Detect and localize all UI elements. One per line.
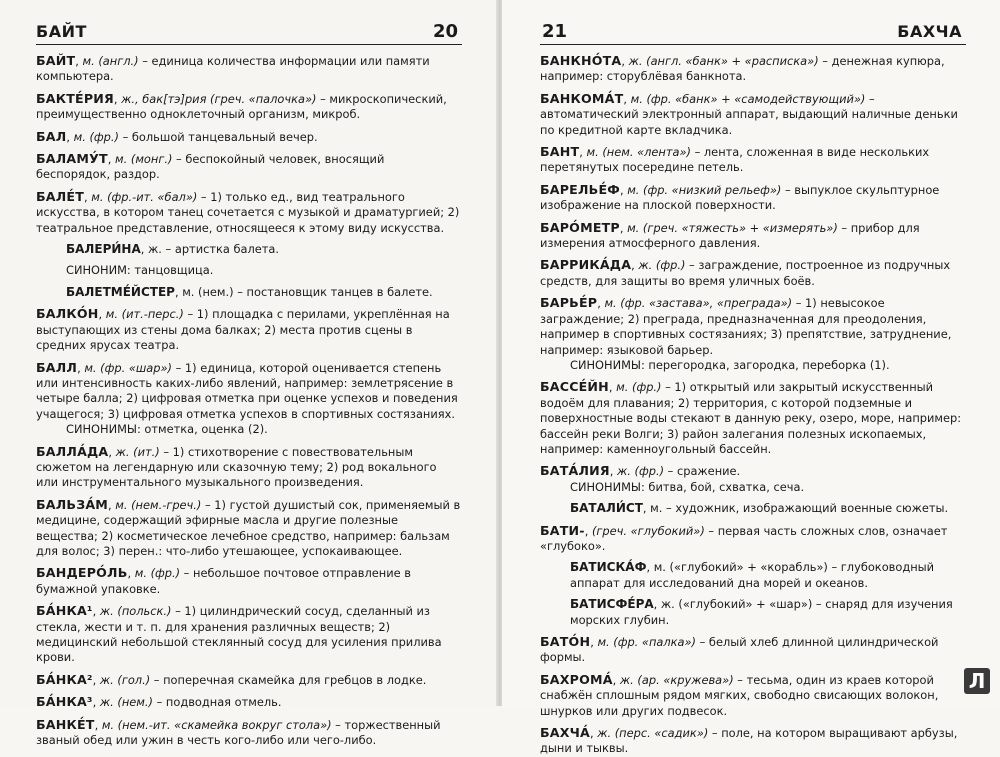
definition: – торжественный званый обед или ужин в честь кого-либо или чего-либо. (36, 717, 441, 748)
dictionary-entry (36, 263, 462, 278)
page-number: 20 (432, 21, 458, 42)
definition: – единица количества информации или памяти компьютера. (36, 54, 430, 84)
definition: – 1) густой душистый сок, применяемый в медицине, содержащий эфирные масла и другие полезные вещества; 2) косметическое лечебное средство, например: бальзам для волос; 3) перен.: что-либо утешающее, успокаивающее. (36, 497, 461, 558)
grammar-note: м. (нем.-греч.) (115, 497, 202, 512)
definition: – тесьма, один из краев которой снабжён сплошным рядом мягких, свободно свисающих волокон, шнурков или других подвесок. (540, 672, 939, 718)
dictionary-entry: БАНДЕРО́ЛЬ, м. (фр.) – небольшое почтовое отправление в бумажной упаковке. (36, 565, 411, 596)
grammar-note: ж. (фр.) (638, 258, 686, 273)
definition: – первая часть сложных слов, означает «глубоко». (540, 523, 948, 553)
dictionary-entry: БАНКОМА́Т, м. (фр. «банк» + «самодействующий») – автоматический электронный аппарат, выдающий наличные деньки по кредитной карте вкладчика. (540, 90, 958, 137)
definition: – подводная отмель. (152, 695, 282, 710)
grammar-note: м. (650, 501, 663, 516)
headword: БА́НКА¹ (36, 603, 93, 619)
dictionary-entry: БАЛЕРИ́НА, ж. – артистка балета. (66, 242, 279, 257)
grammar-note: м. (фр.) (134, 566, 181, 581)
definition: – поперечная скамейка для гребцов в лодке. (150, 672, 427, 687)
grammar-note: м. («глубокий» + «корабль») (653, 560, 828, 575)
dictionary-entry: БАНТ, м. (нем. «лента») – лента, сложенная в виде нескольких перетянутых посередине петель. (540, 144, 930, 175)
grammar-note: м. (нем.) (182, 284, 234, 299)
definition: – 1) только ед., вид театрального искусства, в котором танец сочетается с музыкой и драматургией; 2) театральное представление, относящееся к этому виду искусства. (36, 189, 460, 235)
grammar-note: м. (фр.) (73, 129, 119, 144)
synonyms: СИНОНИМЫ: отметка, оценка (2). (66, 422, 268, 437)
grammar-note: м. (фр. «низкий рельеф») (627, 182, 782, 197)
grammar-note: ж., бак[тэ]рия (греч. «палочка») (121, 91, 317, 106)
dictionary-entry: БАНКЕ́Т, м. (нем.-ит. «скамейка вокруг стола») – торжественный званый обед или ужин в честь кого-либо или чего-либо. (36, 716, 441, 748)
dictionary-entry: БАТО́Н, м. (фр. «палка») – белый хлеб длинной цилиндрической формы. (540, 634, 939, 665)
headword: БАТИ- (540, 522, 585, 538)
grammar-note: ж. (148, 242, 162, 257)
headword: БАНКНО́ТА (540, 53, 622, 68)
dictionary-entry: БАРРИКА́ДА, ж. (фр.) – заграждение, построенное из подручных средств, для защиты во время уличных боёв. (540, 257, 951, 288)
dictionary-entry: БАТИСКА́Ф, м. («глубокий» + «корабль») – глубоководный аппарат для исследований дна морей и океанов. (570, 560, 935, 590)
definition: – артистка балета. (161, 242, 279, 257)
dictionary-entry: БАССЕ́ЙН, м. (фр.) – 1) открытый или закрытый искусственный водоём для плавания; 2) территория, с которой подземные и поверхностные воды стекают в данную реку, озеро, море, например: бассейн реки Волги; 3) район залегания полезных ископаемых, например: каменноугольный бассейн. (540, 379, 962, 456)
dictionary-entry: БАЛЕТМЕ́ЙСТЕР, м. (нем.) – постановщик танцев в балете. (66, 284, 433, 299)
headword: БАКТЕ́РИЯ (36, 90, 114, 106)
headword: БАРЕЛЬЕ́Ф (540, 181, 620, 197)
headword: БАЛ (36, 128, 67, 144)
dictionary-entry: БАЛ, м. (фр.) – большой танцевальный вечер. (36, 128, 318, 144)
headword: БАССЕ́ЙН (540, 379, 609, 395)
left-page (0, 0, 498, 748)
definition: – 1) открытый или закрытый искусственный водоём для плавания; 2) территория, с которой подземные и поверхностные воды стекают в данную реку, озеро, море, например: бассейн реки Волги; 3) район залегания полезных ископаемых, например: каменноугольный бассейн. (540, 380, 962, 456)
headword: БА́НКА² (36, 671, 93, 687)
grammar-note: ж. (фр.) (617, 464, 665, 479)
definition: – выпуклое скульптурное изображение на плоской поверхности. (540, 182, 940, 213)
headword: БАТО́Н (540, 634, 591, 649)
right-page (502, 0, 1000, 756)
dictionary-entry: БАКТЕ́РИЯ, ж., бак[тэ]рия (греч. «палочка») – микроскопический, преимущественно одноклеточный организм, микроб. (36, 90, 447, 122)
headword: БАРРИКА́ДА (540, 257, 632, 273)
grammar-note: ж. (нем.) (99, 695, 153, 710)
headword: БАЛЕРИ́НА (66, 242, 141, 257)
dictionary-entry: БАРЬЕ́Р, м. (фр. «застава», «преграда») – 1) невысокое заграждение; 2) преграда, предназначенная для преодоления, например в спортивных состязаниях; 3) препятствие, затруднение, например: языковой барьер. СИНОНИМЫ: перегородка, загородка, переборка (1). (540, 295, 966, 373)
headword: БАЛАМУ́Т (36, 151, 108, 167)
grammar-note: ж. (ар. «кружева») (619, 672, 734, 687)
dictionary-entry: БА́НКА², ж. (гол.) – поперечная скамейка для гребцов в лодке. (36, 671, 427, 687)
dictionary-entry: БАТА́ЛИЯ, ж. (фр.) – сражение. СИНОНИМЫ: битва, бой, схватка, сеча. (540, 463, 966, 495)
grammar-note: м. (ит.-перс.) (105, 307, 184, 322)
grammar-note: м. (фр. «палка») (597, 635, 696, 649)
header-word: БАЙТ (36, 22, 87, 41)
dictionary-entry: БАЛЛА́ДА, ж. (ит.) – 1) стихотворение с повествовательным сюжетом на легендарную или сказочную тему; 2) род вокального или инструментального музыкального произведения. (36, 443, 437, 490)
dictionary-entry: БАЛАМУ́Т, м. (монг.) – беспокойный человек, вносящий беспорядок, раздор. (36, 151, 385, 182)
grammar-note: м. (фр.) (616, 380, 662, 395)
grammar-note: м. (нем. «лента») (586, 145, 691, 160)
grammar-note: м. (фр. «шар») (84, 360, 172, 375)
definition: – беспокойный человек, вносящий беспорядок, раздор. (36, 152, 385, 182)
dictionary-entry: БАТИСФЕ́РА, ж. («глубокий» + «шар») – снаряд для изучения морских глубин. (570, 597, 953, 627)
definition: – белый хлеб длинной цилиндрической формы. (540, 635, 939, 665)
headword: БАЛЛ (36, 359, 78, 375)
grammar-note: м. (фр. «банк» + «самодействующий») (630, 91, 866, 106)
headword: БАНТ (540, 144, 580, 160)
running-header-right (540, 14, 966, 45)
entry-list-left (36, 53, 462, 748)
dictionary-entry: БАХЧА́, ж. (перс. «садик») – поле, на котором выращивают арбузы, дыни и тыквы. (540, 725, 958, 756)
running-header-left (36, 14, 462, 45)
definition: – большой танцевальный вечер. (118, 129, 318, 144)
definition: – автоматический электронный аппарат, выдающий наличные деньки по кредитной карте вкладчика. (540, 91, 958, 137)
definition: – лента, сложенная в виде нескольких перетянутых посередине петель. (540, 145, 930, 175)
headword: БАНКЕ́Т (36, 716, 95, 732)
dictionary-entry: БАЛЕ́Т, м. (фр.-ит. «бал») – 1) только ед., вид театрального искусства, в котором танец сочетается с музыкой и драматургией; 2) театральное представление, относящееся к этому виду искусства. (36, 188, 460, 235)
grammar-note: м. (греч. «тяжесть» + «измерять») (627, 220, 838, 235)
dictionary-entry: БА́НКА¹, ж. (польск.) – 1) цилиндрический сосуд, сделанный из стекла, жести и т. п. для хранения различных веществ; 2) медицинский небольшой стеклянный сосуд для усиления прилива крови. (36, 603, 442, 665)
definition: – 1) цилиндрический сосуд, сделанный из стекла, жести и т. п. для хранения различных веществ; 2) медицинский небольшой стеклянный сосуд для усиления прилива крови. (36, 604, 442, 665)
headword: БАЛЬЗА́М (36, 496, 109, 512)
definition: – микроскопический, преимущественно одноклеточный организм, микроб. (36, 91, 447, 122)
headword: БА́НКА³ (36, 694, 93, 710)
definition: – денежная купюра, например: сторублёвая банкнота. (540, 54, 945, 84)
headword: БАРО́МЕТР (540, 219, 620, 235)
definition: – 1) единица, которой оценивается степень или интенсивность каких-либо явлений, например: землетрясение в четыре балла; 2) цифровая отметка при оценке успехов и поведения учащегося; 3) цифровая отметка успехов в спортивных состязаниях. (36, 360, 458, 421)
dictionary-entry: БАЙТ, м. (англ.) – единица количества информации или памяти компьютера. (36, 53, 430, 84)
dictionary-entry: БАТИ-, (греч. «глубокий») – первая часть сложных слов, означает «глубоко». (540, 522, 948, 553)
grammar-note: ж. (перс. «садик») (597, 726, 709, 741)
definition: – сражение. (664, 464, 741, 479)
headword: БАЛЕ́Т (36, 188, 84, 204)
dictionary-entry: БАЛКО́Н, м. (ит.-перс.) – 1) площадка с перилами, укреплённая на выступающих из стены дома балках; 2) места против сцены в средних ярусах театра. (36, 306, 450, 353)
grammar-note: ж. (англ. «банк» + «расписка») (628, 54, 819, 68)
grammar-note: ж. («глубокий» + «шар») (660, 597, 813, 612)
synonyms: СИНОНИМЫ: битва, бой, схватка, сеча. (570, 479, 805, 494)
grammar-note: ж. (гол.) (99, 672, 151, 687)
headword: БАХЧА́ (540, 725, 590, 741)
grammar-note: м. (монг.) (115, 152, 173, 167)
dictionary-entry: БАТАЛИ́СТ, м. – художник, изображающий военные сюжеты. (570, 501, 949, 516)
grammar-note: м. (нем.-ит. «скамейка вокруг стола») (101, 717, 332, 732)
headword: БАТИСКА́Ф (570, 560, 647, 575)
grammar-note: ж. (польск.) (99, 604, 172, 619)
page-number: 21 (542, 21, 568, 42)
dictionary-entry: БА́НКА³, ж. (нем.) – подводная отмель. (36, 694, 282, 710)
definition: – поле, на котором выращивают арбузы, дыни и тыквы. (540, 726, 958, 756)
headword: БАНКОМА́Т (540, 90, 624, 106)
headword: БАЙТ (36, 53, 76, 68)
headword: БАХРОМА́ (540, 671, 613, 687)
definition: – небольшое почтовое отправление в бумажной упаковке. (36, 566, 411, 596)
headword: БАЛЛА́ДА (36, 443, 109, 459)
headword: БАТИСФЕ́РА (570, 597, 654, 612)
definition: – глубоководный аппарат для исследований дна морей и океанов. (570, 560, 935, 590)
dictionary-entry: БАХРОМА́, ж. (ар. «кружева») – тесьма, один из краев которой снабжён сплошным рядом мягких, свободно свисающих волокон, шнурков или других подвесок. (540, 671, 939, 718)
definition: – прибор для измерения атмосферного давления. (540, 220, 920, 251)
grammar-note: (греч. «глубокий») (591, 523, 705, 538)
grammar-note: м. (англ.) (82, 54, 139, 68)
definition: СИНОНИМ: танцовщица. (66, 263, 214, 278)
synonyms: СИНОНИМЫ: перегородка, загородка, переборка (1). (570, 357, 890, 372)
definition: – снаряд для изучения морских глубин. (570, 597, 953, 627)
header-word: БАХЧА (897, 22, 962, 41)
definition: – художник, изображающий военные сюжеты. (662, 501, 949, 516)
headword: БАЛКО́Н (36, 306, 99, 322)
definition: – заграждение, построенное из подручных средств, для защиты во время уличных боёв. (540, 258, 951, 288)
dictionary-entry: БАЛЬЗА́М, м. (нем.-греч.) – 1) густой душистый сок, применяемый в медицине, содержащий эфирные масла и другие полезные вещества; 2) косметическое лечебное средство, например: бальзам для волос; 3) перен.: что-либо утешающее, успокаивающее. (36, 496, 461, 558)
grammar-note: м. (фр.-ит. «бал») (91, 189, 198, 204)
publisher-logo: Л (964, 668, 990, 694)
grammar-note: м. (фр. «застава», «преграда») (604, 296, 793, 311)
headword: БАЛЕТМЕ́ЙСТЕР (66, 284, 175, 299)
dictionary-entry: БАРЕЛЬЕ́Ф, м. (фр. «низкий рельеф») – выпуклое скульптурное изображение на плоской поверхности. (540, 181, 940, 213)
dictionary-entry: БАРО́МЕТР, м. (греч. «тяжесть» + «измерять») – прибор для измерения атмосферного давления. (540, 219, 920, 251)
definition: – 1) стихотворение с повествовательным сюжетом на легендарную или сказочную тему; 2) род вокального или инструментального музыкального произведения. (36, 444, 437, 490)
dictionary-entry: БАЛЛ, м. (фр. «шар») – 1) единица, которой оценивается степень или интенсивность каких-либо явлений, например: землетрясение в четыре балла; 2) цифровая отметка при оценке успехов и поведения учащегося; 3) цифровая отметка успехов в спортивных состязаниях. СИНОНИМЫ: отметка, оценка (2). (36, 360, 462, 438)
grammar-note: ж. (ит.) (115, 444, 160, 459)
headword: БАТА́ЛИЯ (540, 463, 610, 479)
definition: – 1) площадка с перилами, укреплённая на выступающих из стены дома балках; 2) места против сцены в средних ярусах театра. (36, 307, 450, 353)
entry-list-right (540, 53, 966, 757)
headword: БАНДЕРО́ЛЬ (36, 565, 128, 581)
dictionary-entry: БАНКНО́ТА, ж. (англ. «банк» + «расписка») – денежная купюра, например: сторублёвая банкнота. (540, 53, 945, 84)
headword: БАТАЛИ́СТ (570, 501, 643, 516)
headword: БАРЬЕ́Р (540, 295, 598, 311)
definition: – постановщик танцев в балете. (233, 284, 433, 299)
definition: – 1) невысокое заграждение; 2) преграда, предназначенная для преодоления, например в спортивных состязаниях; 3) препятствие, затруднение, например: языковой барьер. (540, 296, 952, 357)
